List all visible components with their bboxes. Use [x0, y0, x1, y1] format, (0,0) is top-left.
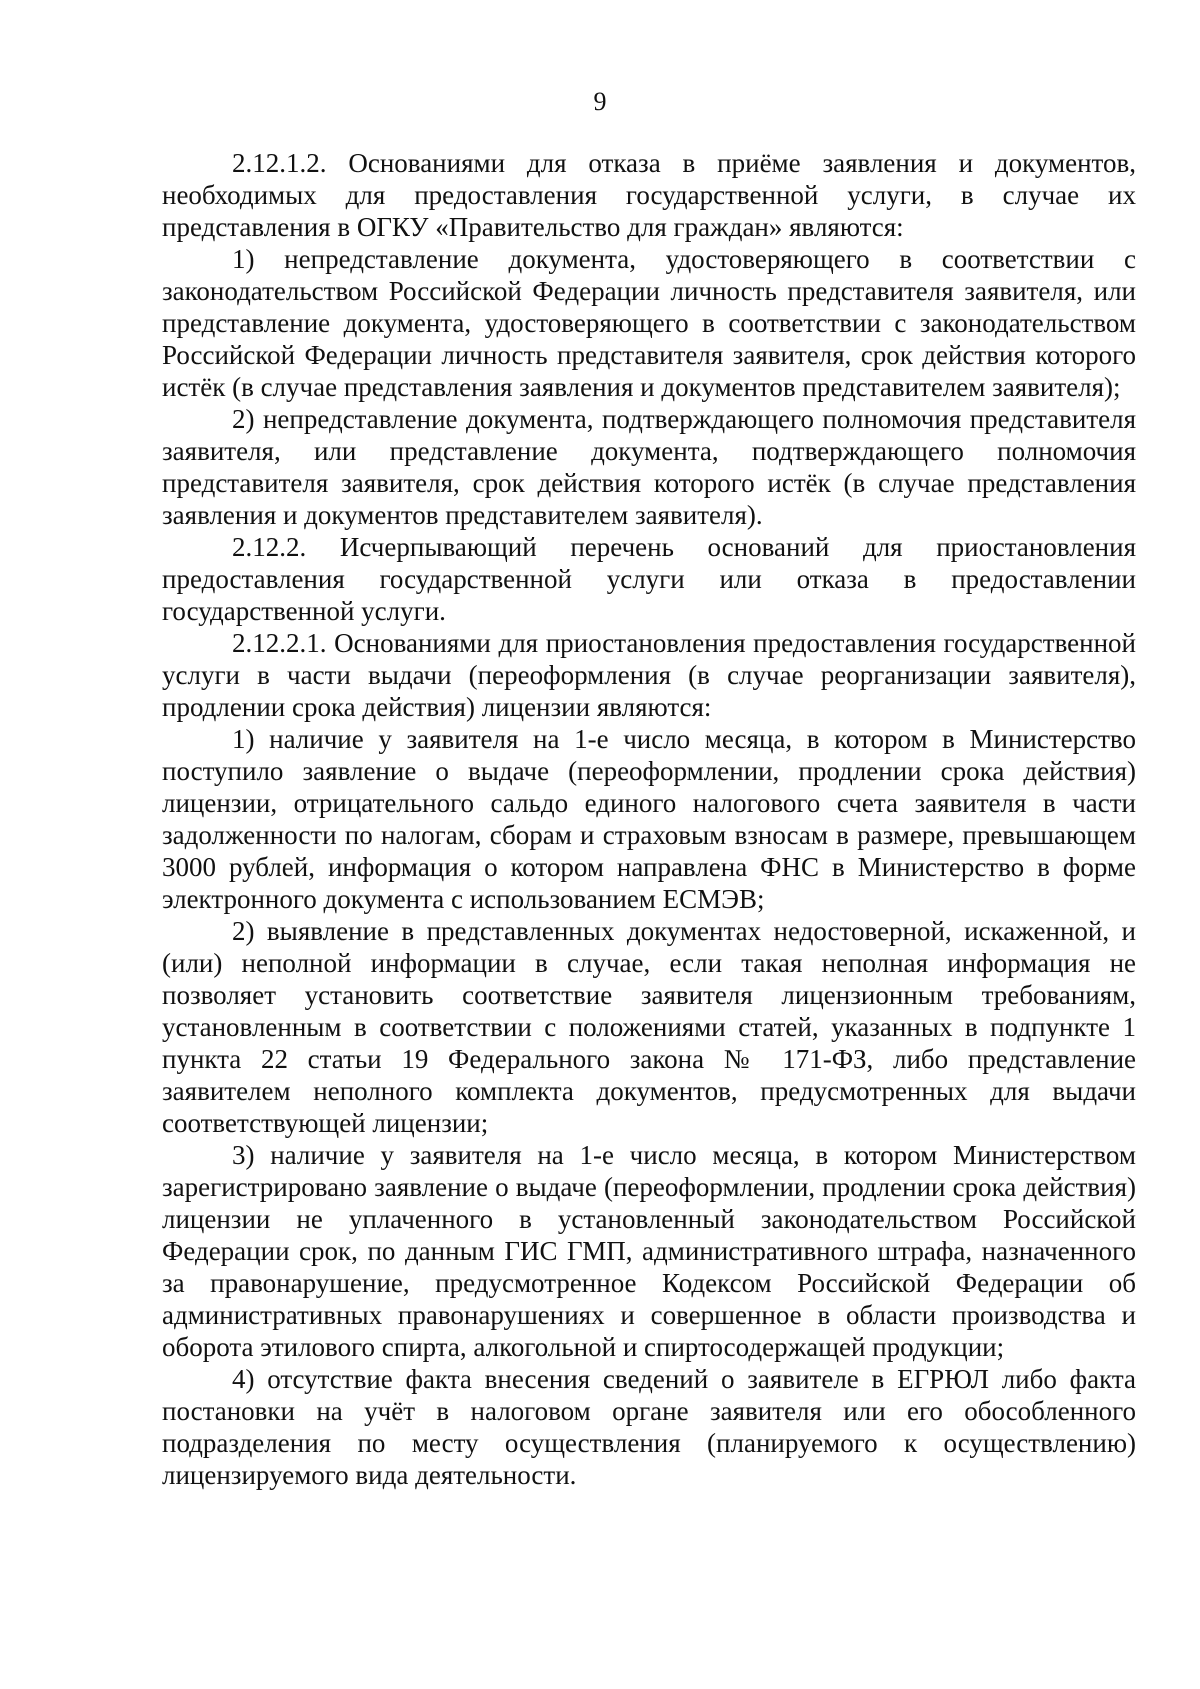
- list-item-2-unreliable-information: 2) выявление в представленных документах недостоверной, искаженной, и (или) неполной информации в случае, если такая неполная информация не позволяет установить соответствие заявителя лицензионным требованиям, установленным в соответствии с положениями статей, указанных в подпункте 1 пункта 22 статьи 19 Федерального закона № 171-ФЗ, либо представление заявителем неполного комплекта документов, предусмотренных для выдачи соответствующей лицензии;: [162, 916, 1136, 1138]
- list-item-2-authority-document: 2) непредставление документа, подтверждающего полномочия представителя заявителя, или представление документа, подтверждающего полномочия представителя заявителя, срок действия которого истёк (в случае представления заявления и документов представителем заявителя).: [162, 404, 1136, 530]
- list-item-4-registration-missing: 4) отсутствие факта внесения сведений о заявителе в ЕГРЮЛ либо факта постановки на учёт в налоговом органе заявителя или его обособленного подразделения по месту осуществления (планируемого к осуществлению) лицензируемого вида деятельности.: [162, 1364, 1136, 1490]
- list-item-1-tax-debt: 1) наличие у заявителя на 1-е число месяца, в котором в Министерство поступило заявление о выдаче (переоформлении, продлении срока действия) лицензии, отрицательного сальдо единого налогового счета заявителя в части задолженности по налогам, сборам и страховым взносам в размере, превышающем 3000 рублей, информация о котором направлена ФНС в Министерство в форме электронного документа с использованием ЕСМЭВ;: [162, 724, 1136, 914]
- list-item-3-unpaid-fine: 3) наличие у заявителя на 1-е число месяца, в котором Министерством зарегистрировано заявление о выдаче (переоформлении, продлении срока действия) лицензии не уплаченного в установленный законодательством Российской Федерации срок, по данным ГИС ГМП, административного штрафа, назначенного за правонарушение, предусмотренное Кодексом Российской Федерации об административных правонарушениях и совершенное в области производства и оборота этилового спирта, алкогольной и спиртосодержащей продукции;: [162, 1140, 1136, 1362]
- list-item-1-identity-document: 1) непредставление документа, удостоверяющего в соответствии с законодательством Российской Федерации личность представителя заявителя, или представление документа, удостоверяющего в соответствии с законодательством Российской Федерации личность представителя заявителя, срок действия которого истёк (в случае представления заявления и документов представителем заявителя);: [162, 244, 1136, 402]
- page-number: 9: [593, 87, 607, 116]
- paragraph-2-12-2: 2.12.2. Исчерпывающий перечень оснований для приостановления предоставления государственной услуги или отказа в предоставлении государственной услуги.: [162, 532, 1136, 626]
- paragraph-2-12-1-2: 2.12.1.2. Основаниями для отказа в приёме заявления и документов, необходимых для предоставления государственной услуги, в случае их представления в ОГКУ «Правительство для граждан» являются:: [162, 148, 1136, 242]
- document-body: [162, 147, 1136, 1491]
- paragraph-2-12-2-1: 2.12.2.1. Основаниями для приостановления предоставления государственной услуги в части выдачи (переоформления (в случае реорганизации заявителя), продлении срока действия) лицензии являются:: [162, 628, 1136, 722]
